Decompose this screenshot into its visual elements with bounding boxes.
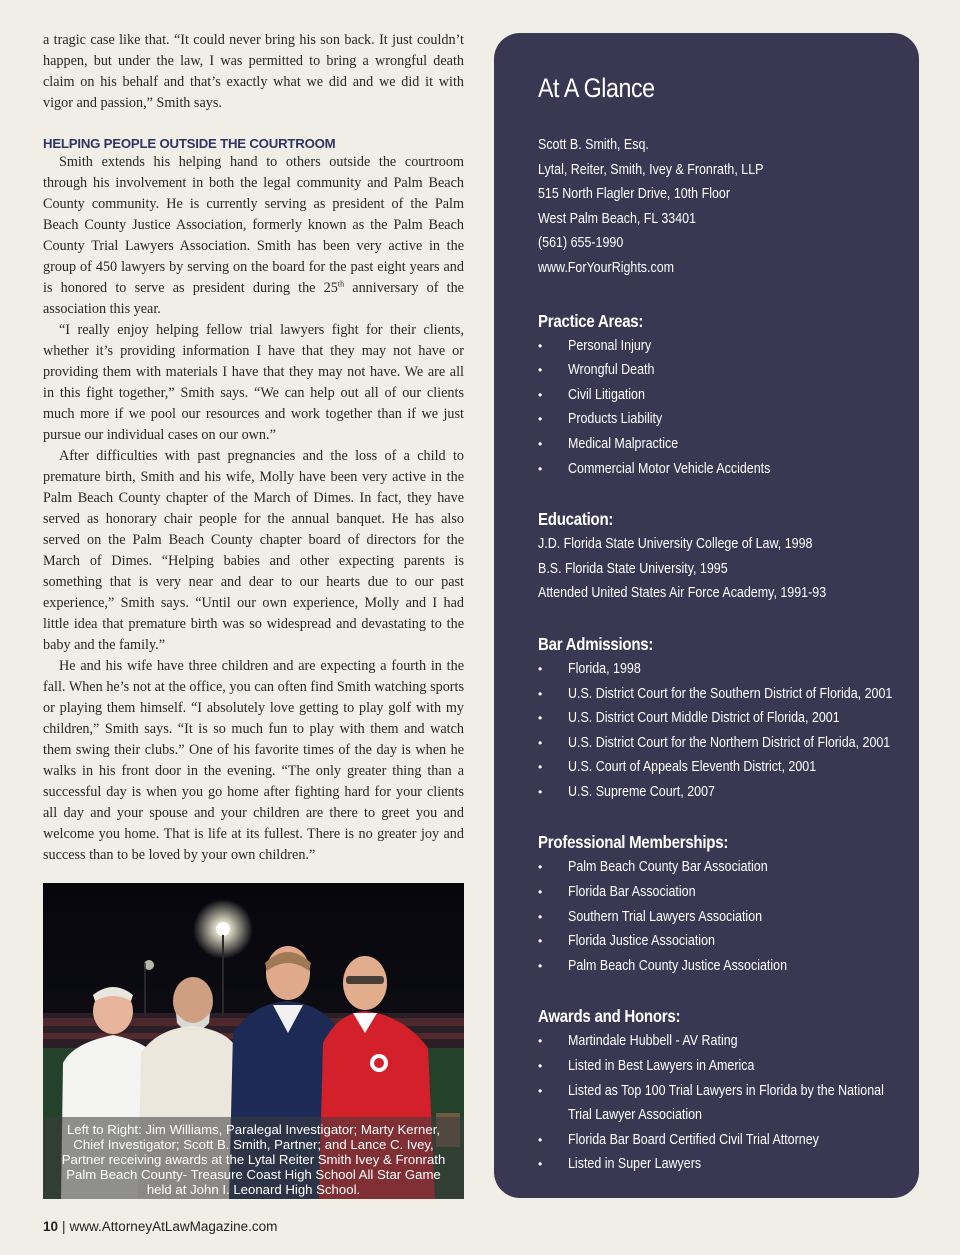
bullet-icon: • (538, 1059, 543, 1074)
list-item (538, 706, 913, 731)
article-paragraph-3: “I really enjoy helping fellow trial lawyers fight for their clients, whether it’s providing information I have that they may not have or providing them with materials I have that they may not have. We are all in this fight together,” Smith says. “We can help out all of our clients much more if we pool our resources and work together than if we just pursue our individual cases on our own.” (43, 322, 464, 443)
list-item: B.S. Florida State University, 1995 (538, 560, 728, 577)
list-item (538, 780, 913, 805)
contact-website[interactable]: www.ForYourRights.com (538, 259, 675, 276)
page-footer (43, 1219, 277, 1234)
list-item (538, 880, 913, 905)
list-item (538, 905, 913, 930)
contact-address: 515 North Flagler Drive, 10th Floor (538, 186, 730, 203)
list-item-text: U.S. District Court for the Southern District of Florida, 2001 (568, 685, 893, 702)
education-list (538, 532, 913, 606)
article-paragraph-4: After difficulties with past pregnancies and the loss of a child to premature birth, Smith and his wife, Molly have been very active in the Palm Beach County chapter of the March of Dimes. In fact, they have served as honorary chair people for the annual banquet. He has also served on the Palm Beach County chapter board of directors for the March of Dimes. “Helping babies and other expecting parents is something that is very near and dear to our hearts due to our past experience,” Smith says. “Until our own experience, Molly and I had little idea that premature birth was so widespread and devastating to the baby and the family.” (43, 448, 464, 653)
list-item-text: Wrongful Death (568, 362, 655, 379)
article-column (43, 30, 464, 866)
panel-title: At A Glance (538, 73, 655, 103)
bullet-icon: • (538, 784, 543, 799)
list-item (538, 954, 913, 979)
bullet-icon: • (538, 711, 543, 726)
contact-block (538, 133, 913, 281)
list-item (538, 383, 913, 408)
bullet-icon: • (538, 735, 543, 750)
bullet-icon: • (538, 885, 543, 900)
bullet-icon: • (538, 1034, 543, 1049)
bullet-icon: • (538, 860, 543, 875)
bar-admissions-heading: Bar Admissions: (538, 633, 654, 654)
list-item-text: Listed as Top 100 Trial Lawyers in Florida by the National (568, 1082, 884, 1099)
bullet-icon: • (538, 1157, 543, 1172)
list-item (538, 1079, 913, 1104)
list-item-text: U.S. Supreme Court, 2007 (568, 783, 715, 800)
list-item-text: Civil Litigation (568, 386, 645, 403)
memberships-list (538, 855, 913, 978)
contact-firm: Lytal, Reiter, Smith, Ivey & Fronrath, LLP (538, 161, 764, 178)
list-item-text: Southern Trial Lawyers Association (568, 908, 763, 925)
list-item-text: Florida Bar Association (568, 884, 696, 901)
list-item-text: Palm Beach County Justice Association (568, 957, 788, 974)
photo-caption: Left to Right: Jim Williams, Paralegal Investigator; Marty Kerner, Chief Investigator; Scott B. Smith, Partner; and Lance C. Ivey, Partner receiving awards at the Lytal Reiter Smith Ivey & Fronrath Palm Beach County- Treasure Coast High School All Star Game held at John I. Leonard High School. (43, 1117, 464, 1199)
list-item-text: Florida Justice Association (568, 933, 715, 950)
bullet-icon: • (538, 934, 543, 949)
education-heading: Education: (538, 509, 614, 530)
list-item-text: Commercial Motor Vehicle Accidents (568, 460, 771, 477)
article-paragraph-2 (43, 152, 464, 320)
list-item (538, 929, 913, 954)
list-item (538, 457, 913, 482)
list-item-text: Trial Lawyer Association (568, 1107, 702, 1124)
at-a-glance-panel (494, 33, 919, 1198)
bar-admissions-list (538, 657, 913, 805)
panel-content (538, 133, 913, 1177)
list-item (538, 358, 913, 383)
list-item-text: U.S. District Court Middle District of Florida, 2001 (568, 710, 840, 727)
article-paragraph-1: a tragic case like that. “It could never bring his son back. It just couldn’t happen, but under the law, I was permitted to bring a wrongful death claim on his behalf and that’s exactly what we did and we did it with vigor and passion,” Smith says. (43, 32, 464, 111)
list-item (538, 657, 913, 682)
list-item-text: Martindale Hubbell - AV Rating (568, 1033, 738, 1050)
list-item-text: Florida Bar Board Certified Civil Trial Attorney (568, 1131, 819, 1148)
list-item-text: Florida, 1998 (568, 660, 641, 677)
list-item (538, 1103, 913, 1128)
bullet-icon: • (538, 436, 543, 451)
contact-phone: (561) 655-1990 (538, 235, 624, 252)
article-paragraph-2-text-a: Smith extends his helping hand to others outside the courtroom through his involvement in both the legal community and Palm Beach County community. He is currently serving as president of the Palm Beach County Justice Association, formerly known as the Palm Beach County Trial Lawyers Association. Smith has been very active in the group of 450 lawyers by serving on the board for the past eight years and is honored to serve as president during the 25 (43, 154, 464, 296)
bullet-icon: • (538, 363, 543, 378)
list-item (538, 1054, 913, 1079)
contact-city: West Palm Beach, FL 33401 (538, 210, 697, 227)
list-item (538, 682, 913, 707)
list-item (538, 755, 913, 780)
page-number: 10 (43, 1219, 59, 1234)
list-item-text: Listed in Super Lawyers (568, 1156, 702, 1173)
list-item (538, 1029, 913, 1054)
bullet-icon: • (538, 387, 543, 402)
practice-areas-list (538, 334, 913, 482)
contact-name: Scott B. Smith, Esq. (538, 137, 649, 153)
list-item-text: U.S. District Court for the Northern District of Florida, 2001 (568, 734, 891, 751)
section-heading: HELPING PEOPLE OUTSIDE THE COURTROOM (43, 136, 336, 151)
list-item (538, 1128, 913, 1153)
bullet-icon: • (538, 909, 543, 924)
bullet-icon: • (538, 1132, 543, 1147)
list-item-text: Personal Injury (568, 337, 652, 354)
practice-areas-heading: Practice Areas: (538, 310, 644, 331)
list-item: J.D. Florida State University College of Law, 1998 (538, 536, 813, 553)
list-item (538, 432, 913, 457)
list-item (538, 334, 913, 359)
list-item-text: U.S. Court of Appeals Eleventh District, 2001 (568, 759, 817, 776)
article-paragraph-5: He and his wife have three children and are expecting a fourth in the fall. When he’s not at the office, you can often find Smith watching sports or playing them himself. “I absolutely love getting to play golf with my children,” Smith says. “It is so much fun to play with them and watch them swing their clubs.” One of his favorite times of the day is when he walks in his front door in the evening. “The only greater thing than a successful day is when you go home after fighting hard for your clients all day and your spouse and your children are there to greet you and welcome you home. That is life at its fullest. There is no greater joy and success than to be loved by your own children.” (43, 658, 464, 863)
awards-heading: Awards and Honors: (538, 1006, 681, 1027)
bullet-icon: • (538, 412, 543, 427)
list-item: Attended United States Air Force Academy, 1991-93 (538, 585, 827, 602)
awards-list (538, 1029, 913, 1177)
bullet-icon: • (538, 958, 543, 973)
list-item-text: Medical Malpractice (568, 435, 679, 452)
list-item (538, 731, 913, 756)
footer-separator: | (62, 1219, 66, 1234)
list-item (538, 407, 913, 432)
bullet-icon: • (538, 1083, 543, 1098)
bullet-icon: • (538, 661, 543, 676)
bullet-icon: • (538, 686, 543, 701)
article-paragraph-2-text-b: anniversary of the association this year. (43, 280, 464, 317)
ordinal-suffix: th (337, 279, 345, 289)
bullet-icon: • (538, 760, 543, 775)
list-item-text: Products Liability (568, 411, 663, 428)
group-photo (43, 883, 464, 1199)
list-item-text: Palm Beach County Bar Association (568, 859, 768, 876)
bullet-icon: • (538, 461, 543, 476)
list-item (538, 855, 913, 880)
list-item-text: Listed in Best Lawyers in America (568, 1058, 755, 1075)
memberships-heading: Professional Memberships: (538, 832, 729, 853)
footer-website-link[interactable]: www.AttorneyAtLawMagazine.com (69, 1219, 278, 1234)
list-item (538, 1152, 913, 1177)
bullet-icon: • (538, 338, 543, 353)
